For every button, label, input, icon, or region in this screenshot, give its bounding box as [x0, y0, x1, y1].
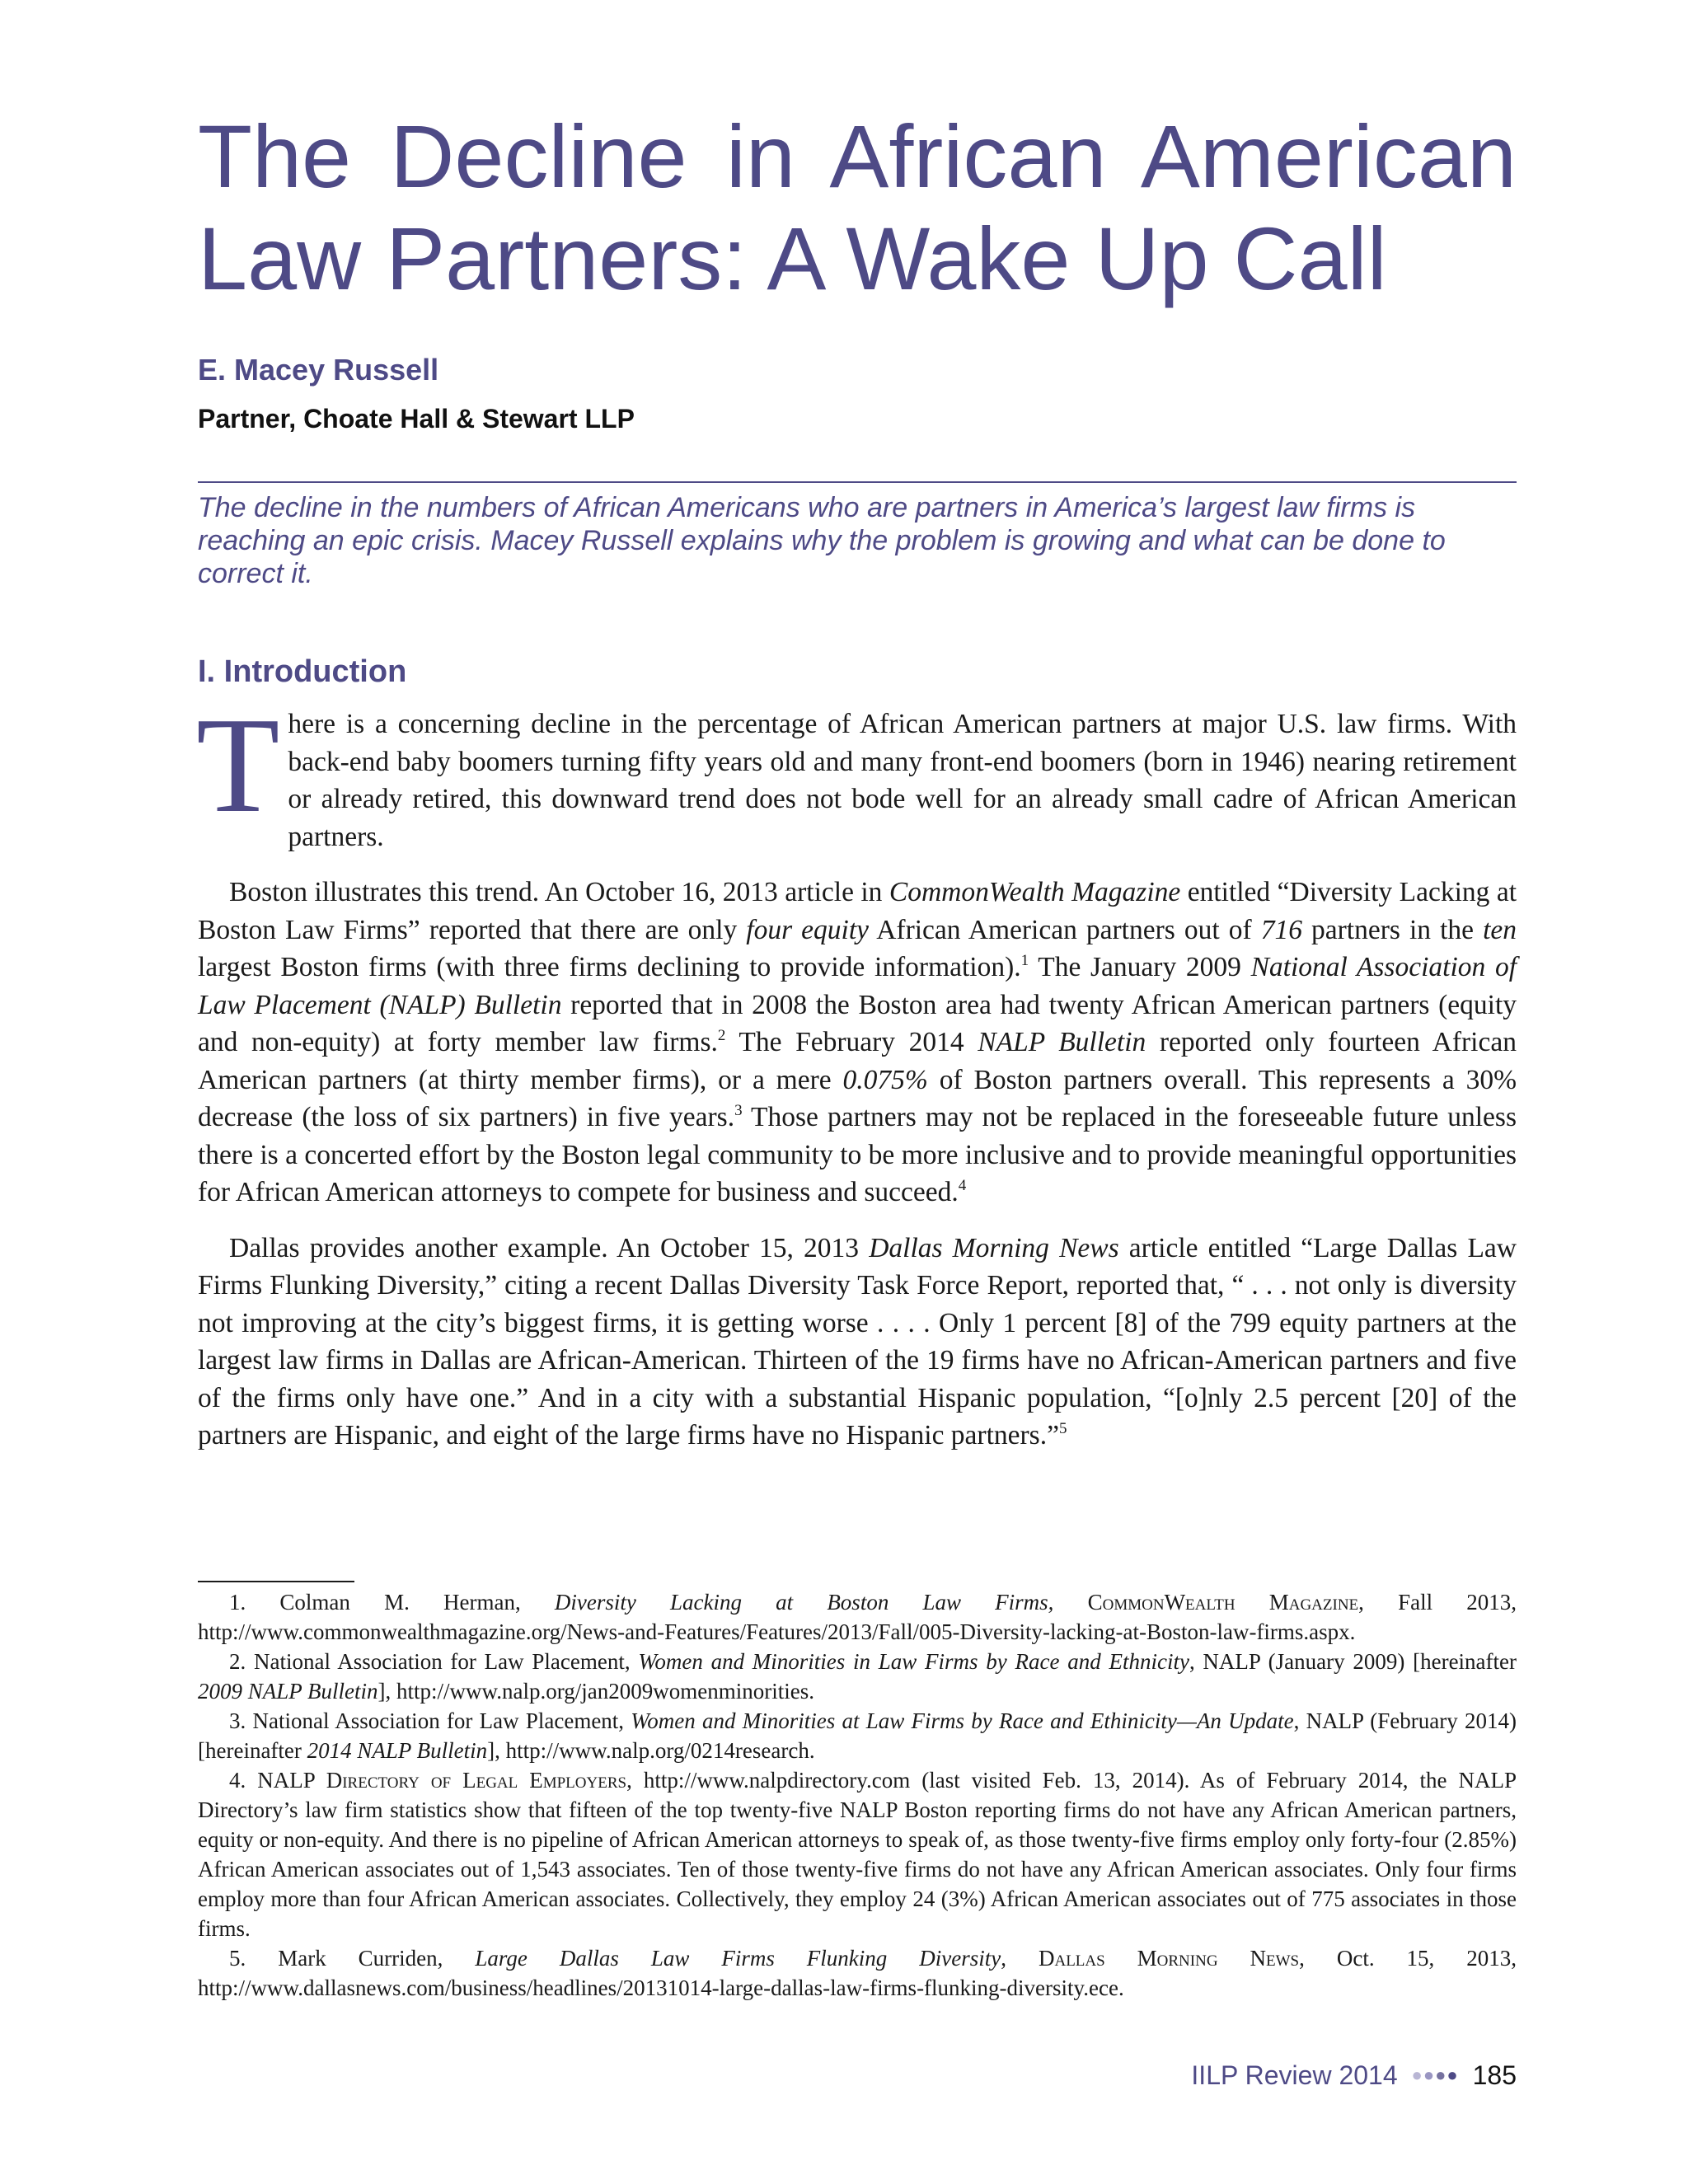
- cited-publication: Directory of Legal Employers: [326, 1768, 627, 1793]
- cited-title: 2009 NALP Bulletin: [198, 1679, 378, 1704]
- article-abstract: The decline in the numbers of African Americans who are partners in America’s largest law firms is reaching an epic crisis. Macey Russell explains why the problem is growing and what can be done to correct it.: [198, 492, 1446, 589]
- footnote-text: 4. NALP: [229, 1768, 326, 1793]
- footnote-ref-4[interactable]: 4: [958, 1177, 967, 1194]
- section-heading-introduction: I. Introduction: [198, 654, 407, 689]
- article-body: [196, 689, 1517, 1473]
- footnote-text: 1. Colman M. Herman,: [229, 1590, 555, 1615]
- footnote-text: , Oct. 15, 2013, http://www.dallasnews.com/business/headlines/20131014-large-dallas-law-firms-flunking-diversity.ece.: [198, 1946, 1517, 2000]
- footnote-text: ,: [1001, 1946, 1039, 1971]
- footnote-divider: [198, 1581, 354, 1582]
- footnote-text: , NALP (February 2014) [hereinafter: [198, 1708, 1517, 1763]
- paragraph-3: [198, 1230, 1517, 1455]
- footnote-text: , NALP (January 2009) [hereinafter: [1189, 1649, 1517, 1674]
- footnote-ref-5[interactable]: 5: [1058, 1420, 1067, 1437]
- footnote-5: [198, 1943, 1517, 2003]
- publication-title: National Association of Law Placement (NALP) Bulletin: [198, 952, 1517, 1020]
- footnote-ref-3[interactable]: 3: [734, 1102, 743, 1119]
- paragraph-2-text: The January 2009: [1029, 952, 1251, 982]
- article-title-line-1: The Decline in African American: [198, 106, 1517, 206]
- footnote-1: [198, 1587, 1517, 1647]
- footer-dots: ●●●●: [1411, 2064, 1459, 2085]
- footnote-ref-1[interactable]: 1: [1020, 952, 1029, 969]
- article-title-line-2: Law Partners: A Wake Up Call: [198, 209, 1387, 308]
- cited-title: 2014 NALP Bulletin: [307, 1738, 488, 1763]
- paragraph-2-text: of Boston partners overall. This represents a 30% decrease (the loss of six partners) in five years.: [198, 1064, 1517, 1132]
- paragraph-2-text: reported that in 2008 the Boston area had twenty African American partners (equity and non-equity) at forty member law firms.: [198, 989, 1517, 1057]
- paragraph-2-text: African American partners out of: [869, 914, 1261, 945]
- publication-title: Dallas Morning News: [869, 1232, 1119, 1263]
- paragraph-2-text: Those partners may not be replaced in the foreseeable future unless there is a concerted effort by the Boston legal community to be more inclusive and to provide meaningful opportunities for African American attorneys to compete for business and succeed.: [198, 1102, 1517, 1207]
- footnote-text: ], http://www.nalp.org/0214research.: [487, 1738, 815, 1763]
- emphasis: 0.075%: [842, 1064, 928, 1095]
- paragraph-2-text: reported only fourteen African American partners (at thirty member firms), or a mere: [198, 1027, 1517, 1095]
- footnote-text: 3. National Association for Law Placement,: [229, 1708, 631, 1733]
- abstract-divider: [198, 481, 1517, 483]
- footnote-text: [1053, 1590, 1087, 1615]
- paragraph-3-text: article entitled “Large Dallas Law Firms Flunking Diversity,” citing a recent Dallas Diversity Task Force Report, reported that, “ . . . not only is diversity not improving at the city’s biggest firms, it is getting worse . . . . Only 1 percent [8] of the 799 equity partners at the largest law firms in Dallas are African-American. Thirteen of the 19 firms have no African-American partners and five of the firms only have one.” And in a city with a substantial Hispanic population, “[o]nly 2.5 percent [20] of the partners are Hispanic, and eight of the large firms have no Hispanic partners.”: [198, 1232, 1517, 1451]
- drop-cap: T: [196, 689, 280, 841]
- publication-title: NALP Bulletin: [978, 1027, 1146, 1057]
- paragraph-2-text: entitled “Diversity Lacking at Boston Law Firms” reported that there are only: [198, 877, 1517, 945]
- footnote-4: [198, 1765, 1517, 1943]
- paragraph-1: [196, 689, 1517, 855]
- footnote-ref-2[interactable]: 2: [717, 1027, 726, 1044]
- cited-title: Diversity Lacking at Boston Law Firms,: [554, 1590, 1054, 1615]
- cited-title: Women and Minorities in Law Firms by Race and Ethnicity: [638, 1649, 1189, 1674]
- paragraph-2-text: Boston illustrates this trend. An October 16, 2013 article in: [229, 877, 889, 907]
- cited-publication: Dallas Morning News: [1038, 1946, 1300, 1971]
- journal-name: IILP Review 2014: [1191, 2060, 1398, 2090]
- author-name: E. Macey Russell: [198, 353, 439, 387]
- footnote-text: 2. National Association for Law Placement,: [229, 1649, 639, 1674]
- article-title: [198, 105, 1517, 310]
- paragraph-2: [198, 874, 1517, 1212]
- footnote-text: 5. Mark Curriden,: [229, 1946, 476, 1971]
- footnote-text: ], http://www.nalp.org/jan2009womenminorities.: [377, 1679, 814, 1704]
- cited-title: Large Dallas Law Firms Flunking Diversity: [475, 1946, 1001, 1971]
- emphasis: 716: [1260, 914, 1302, 945]
- page-number: 185: [1472, 2060, 1517, 2090]
- emphasis: ten: [1483, 914, 1517, 945]
- footnote-3: [198, 1706, 1517, 1765]
- footnotes: [198, 1587, 1517, 2003]
- paragraph-1-text: here is a concerning decline in the percentage of African American partners at major U.S. law firms. With back-end baby boomers turning fifty years old and many front-end boomers (born in 1946) nearing retirement or already retired, this downward trend does not bode well for an already small cadre of African American partners.: [288, 709, 1517, 852]
- footnote-text: , Fall 2013, http://www.commonwealthmagazine.org/News-and-Features/Features/2013/Fall/005-Diversity-lacking-at-Boston-law-firms.aspx.: [198, 1590, 1517, 1644]
- footnote-text: , http://www.nalpdirectory.com (last visited Feb. 13, 2014). As of February 2014, the NALP Directory’s law firm statistics show that fifteen of the top twenty-five NALP Boston reporting firms do not have any African American partners, equity or non-equity. And there is no pipeline of African American attorneys to speak of, as those twenty-five firms employ only forty-four (2.85%) African American associates out of 1,543 associates. Ten of those twenty-five firms do not have any African American associates. Only four firms employ more than four African American associates. Collectively, they employ 24 (3%) African American associates out of 775 associates in those firms.: [198, 1768, 1517, 1941]
- publication-title: CommonWealth Magazine: [889, 877, 1181, 907]
- author-affiliation: Partner, Choate Hall & Stewart LLP: [198, 404, 635, 434]
- paragraph-2-text: partners in the: [1301, 914, 1484, 945]
- paragraph-2-text: The February 2014: [725, 1027, 978, 1057]
- paragraph-2-text: largest Boston firms (with three firms declining to provide information).: [198, 952, 1021, 982]
- page-footer: [1191, 2060, 1517, 2091]
- cited-title: Women and Minorities at Law Firms by Race and Ethinicity—An Update: [631, 1708, 1294, 1733]
- paragraph-3-text: Dallas provides another example. An October 15, 2013: [229, 1232, 870, 1263]
- emphasis: four equity: [746, 914, 870, 945]
- cited-publication: CommonWealth Magazine: [1087, 1590, 1359, 1615]
- footnote-2: [198, 1647, 1517, 1706]
